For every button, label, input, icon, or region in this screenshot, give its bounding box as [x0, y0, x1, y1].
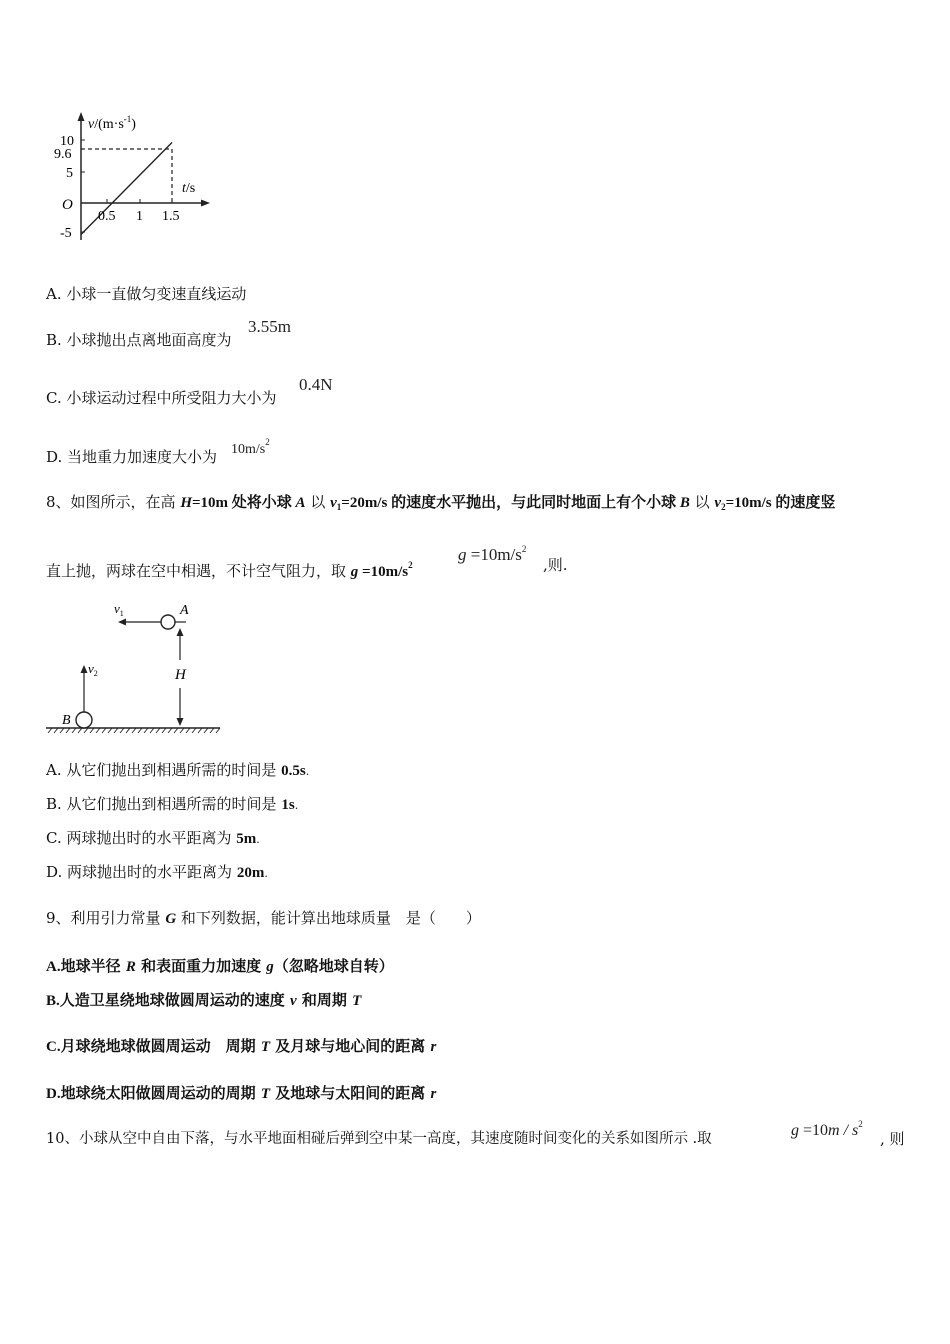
ball-b	[76, 712, 92, 728]
q7-option-a: A. 小球一直做匀变速直线运动	[46, 285, 247, 303]
q8-stem-line2: 直上抛，两球在空中相遇，不计空气阻力，取 $g =10m/s^2$	[46, 560, 413, 580]
graph-ytick-neg5: -5	[60, 226, 72, 241]
ball-a	[161, 615, 175, 629]
graph-xtick-0.5: 0.5	[98, 209, 116, 224]
q7-option-b-value: 3.55m	[248, 317, 291, 336]
graph-ytick-10: 10	[60, 134, 74, 149]
graph-y-label: $v/(m\cdot s^{-1})$	[88, 114, 136, 132]
ground-hatching	[48, 728, 220, 733]
graph-xtick-1.5: 1.5	[162, 209, 180, 224]
q8-option-a: A. 从它们抛出到相遇所需的时间是 0.5s.	[46, 761, 310, 779]
q7-option-c: C. 小球运动过程中所受阻力大小为	[46, 389, 277, 407]
q8-option-b: B. 从它们抛出到相遇所需的时间是 1s.	[46, 795, 299, 813]
q7-option-d-value: $10m/s^2$	[231, 437, 270, 457]
graph-origin-label: O	[62, 197, 73, 213]
q8-stem-line1: 8、如图所示，在高 H=10m 处将小球 A 以 $v_1=20m/s$ 的速度水平抛出，与此同时地面上有个小球 B 以 $v_2=10m/s$ 的速度竖	[46, 493, 836, 512]
q9-option-a: A.地球半径 R 和表面重力加速度 g（忽略地球自转）	[46, 957, 394, 975]
graph-ytick-9.6: 9.6	[54, 147, 72, 162]
graph-x-label: t/s	[182, 181, 196, 196]
graph-xtick-1: 1	[136, 209, 143, 224]
q7-option-d: D. 当地重力加速度大小为	[46, 448, 218, 466]
q8-figure	[44, 598, 228, 740]
q8-option-c: C. 两球抛出时的水平距离为 5m.	[46, 829, 260, 847]
velocity-time-graph	[44, 108, 224, 253]
graph-ytick-5: 5	[66, 166, 73, 181]
q7-option-b: B. 小球抛出点离地面高度为	[46, 331, 232, 349]
v1-label: $v_1$	[114, 601, 124, 618]
q7-option-c-value: 0.4N	[299, 375, 333, 394]
q9-option-d: D.地球绕太阳做圆周运动的周期 T 及地球与太阳间的距离 r	[46, 1084, 437, 1102]
q10-stem-end: , 则	[880, 1130, 905, 1148]
q9-option-b: B.人造卫星绕地球做圆周运动的速度 v 和周期 T	[46, 991, 362, 1009]
graph-y-arrow	[78, 112, 85, 121]
ball-a-label: A	[180, 603, 189, 618]
q10-equation-g: $g =10m / s^2$	[791, 1119, 863, 1139]
v2-label: $v_2$	[88, 661, 98, 678]
q8-option-d: D. 两球抛出时的水平距离为 20m.	[46, 863, 268, 881]
q10-stem: 10、小球从空中自由下落，与水平地面相碰后弹到空中某一高度，其速度随时间变化的关系如图所示 .取	[46, 1131, 712, 1147]
q8-equation-g: $g =10m/s^2$	[458, 544, 527, 564]
ball-b-label: B	[62, 713, 71, 728]
graph-x-arrow	[201, 200, 210, 207]
q9-stem: 9、利用引力常量 G 和下列数据，能计算出地球质量 是（ ）	[46, 909, 481, 927]
graph-velocity-line	[81, 143, 172, 235]
q8-stem-line2-end: ,则.	[543, 556, 568, 574]
q9-option-c: C.月球绕地球做圆周运动 周期 T 及月球与地心间的距离 r	[46, 1037, 437, 1055]
height-label: H	[175, 667, 186, 683]
